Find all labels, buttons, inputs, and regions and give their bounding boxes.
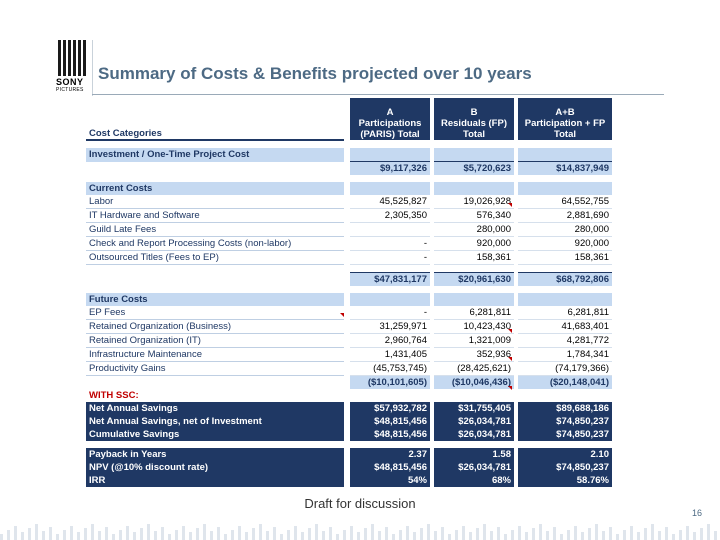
total-b: ($10,046,436) — [434, 376, 514, 390]
ssc-label: WITH SSC: — [89, 390, 139, 401]
deco-bar — [42, 531, 45, 540]
deco-bar — [714, 531, 717, 540]
total-a: $47,831,177 — [350, 273, 430, 287]
deco-bar — [658, 531, 661, 540]
deco-bar — [126, 526, 129, 540]
deco-bar — [364, 528, 367, 540]
deco-bar — [224, 534, 227, 540]
deco-bar — [462, 526, 465, 540]
deco-bar — [553, 527, 556, 540]
logo-sub: PICTURES — [56, 87, 84, 93]
deco-bar — [385, 527, 388, 540]
deco-bar — [294, 526, 297, 540]
deco-bar — [189, 532, 192, 540]
section-future-costs — [86, 293, 612, 306]
deco-bar — [168, 534, 171, 540]
section-label: Current Costs — [86, 182, 344, 195]
total-a: ($10,101,605) — [350, 376, 430, 390]
deco-bar — [161, 527, 164, 540]
deco-bar — [532, 528, 535, 540]
total-ab: $14,837,949 — [518, 162, 612, 176]
table-row: Retained Organization (IT) 2,960,764 1,321,009 4,281,772 — [86, 334, 612, 348]
deco-bar — [378, 531, 381, 540]
deco-bar — [7, 530, 10, 540]
page-title: Summary of Costs & Benefits projected over 10 years — [98, 64, 532, 83]
deco-bar — [637, 532, 640, 540]
deco-bar — [343, 530, 346, 540]
comment-marker — [340, 313, 344, 317]
deco-bar — [336, 534, 339, 540]
header-col-ab: A+B Participation + FP Total — [518, 98, 612, 140]
metric-row: IRR 54% 68% 58.76% — [86, 474, 612, 487]
deco-bar — [308, 528, 311, 540]
deco-bar — [14, 526, 17, 540]
deco-bar — [497, 527, 500, 540]
future-total-row — [86, 376, 612, 390]
deco-bar — [602, 531, 605, 540]
deco-bar — [525, 532, 528, 540]
comment-marker — [508, 386, 512, 390]
footer-note: Draft for discussion — [304, 496, 416, 511]
deco-bar — [707, 524, 710, 540]
deco-bar — [483, 524, 486, 540]
metric-row: Payback in Years 2.37 1.58 2.10 — [86, 448, 612, 461]
savings-row: Cumulative Savings $48,815,456 $26,034,781 $74,850,237 — [86, 428, 612, 441]
deco-bar — [140, 528, 143, 540]
deco-bar — [287, 530, 290, 540]
deco-bar — [280, 534, 283, 540]
deco-bar — [112, 534, 115, 540]
section-label: Investment / One-Time Project Cost — [86, 148, 344, 162]
total-ab: $68,792,806 — [518, 273, 612, 287]
investment-total-row — [86, 162, 612, 176]
deco-bar — [56, 534, 59, 540]
deco-bar — [147, 524, 150, 540]
table-row: Guild Late Fees 280,000 280,000 — [86, 223, 612, 237]
deco-bar — [322, 531, 325, 540]
deco-bar — [630, 526, 633, 540]
deco-bar — [581, 532, 584, 540]
deco-bar — [70, 526, 73, 540]
section-investment — [86, 148, 612, 162]
deco-bar — [182, 526, 185, 540]
deco-bar — [217, 527, 220, 540]
deco-bar — [231, 530, 234, 540]
deco-bar — [245, 532, 248, 540]
savings-row: Net Annual Savings $57,932,782 $31,755,405 $89,688,186 — [86, 402, 612, 415]
deco-bar — [420, 528, 423, 540]
deco-bar — [21, 532, 24, 540]
deco-bar — [644, 528, 647, 540]
deco-bar — [350, 526, 353, 540]
title-rule — [92, 94, 664, 95]
section-label: Future Costs — [86, 293, 344, 306]
logo-brand: SONY — [56, 77, 84, 87]
deco-bar — [203, 524, 206, 540]
deco-bar — [567, 530, 570, 540]
table-row: Outsourced Titles (Fees to EP) - 158,361 158,361 — [86, 251, 612, 265]
deco-bar — [469, 532, 472, 540]
deco-bar — [77, 532, 80, 540]
sony-pictures-logo — [56, 40, 90, 96]
header-col-a: A Participations (PARIS) Total — [350, 98, 430, 140]
deco-bar — [609, 527, 612, 540]
deco-bar — [259, 524, 262, 540]
deco-bar — [357, 532, 360, 540]
deco-bar — [651, 524, 654, 540]
deco-bar — [105, 527, 108, 540]
current-total-row — [86, 273, 612, 287]
deco-bar — [588, 528, 591, 540]
deco-bar — [490, 531, 493, 540]
deco-bar — [504, 534, 507, 540]
deco-bar — [133, 532, 136, 540]
deco-bar — [49, 527, 52, 540]
deco-bar — [476, 528, 479, 540]
logo-stripes — [58, 40, 88, 76]
deco-bar — [63, 530, 66, 540]
deco-bar — [238, 526, 241, 540]
deco-bar — [511, 530, 514, 540]
deco-bar — [686, 526, 689, 540]
deco-bar — [700, 528, 703, 540]
table-row: Productivity Gains (45,753,745) (28,425,621) (74,179,366) — [86, 362, 612, 376]
deco-bar — [539, 524, 542, 540]
table-row: EP Fees - 6,281,811 6,281,811 — [86, 306, 612, 320]
deco-bar — [574, 526, 577, 540]
deco-bar — [413, 532, 416, 540]
deco-bar — [518, 526, 521, 540]
deco-bar — [595, 524, 598, 540]
deco-bar — [560, 534, 563, 540]
deco-bar — [28, 528, 31, 540]
page-number: 16 — [692, 508, 703, 518]
table-row: Check and Report Processing Costs (non-labor) - 920,000 920,000 — [86, 237, 612, 251]
deco-bar — [273, 527, 276, 540]
comment-marker — [508, 357, 512, 361]
deco-bar — [546, 531, 549, 540]
deco-bar — [196, 528, 199, 540]
table-row: Infrastructure Maintenance 1,431,405 352,936 1,784,341 — [86, 348, 612, 362]
deco-bar — [0, 534, 3, 540]
comment-marker — [508, 203, 512, 207]
deco-bar — [448, 534, 451, 540]
deco-bar — [679, 530, 682, 540]
metric-row: NPV (@10% discount rate) $48,815,456 $26,034,781 $74,850,237 — [86, 461, 612, 474]
deco-bar — [455, 530, 458, 540]
deco-bar — [693, 532, 696, 540]
total-a: $9,117,326 — [350, 162, 430, 176]
deco-bar — [315, 524, 318, 540]
deco-bar — [210, 531, 213, 540]
deco-bar — [91, 524, 94, 540]
total-b: $5,720,623 — [434, 162, 514, 176]
deco-bar — [672, 534, 675, 540]
comment-marker — [508, 329, 512, 333]
deco-bar — [84, 528, 87, 540]
cost-benefit-table — [86, 98, 612, 487]
deco-bar — [427, 524, 430, 540]
deco-bar — [119, 530, 122, 540]
total-b: $20,961,630 — [434, 273, 514, 287]
deco-bar — [301, 532, 304, 540]
table-row: IT Hardware and Software 2,305,350 576,340 2,881,690 — [86, 209, 612, 223]
deco-bar — [434, 531, 437, 540]
header-row — [86, 98, 612, 140]
deco-bar — [98, 531, 101, 540]
table-row: Retained Organization (Business) 31,259,971 10,423,430 41,683,401 — [86, 320, 612, 334]
deco-bar — [252, 528, 255, 540]
footer-decoration — [0, 520, 720, 540]
deco-bar — [406, 526, 409, 540]
deco-bar — [623, 530, 626, 540]
header-cost-categories: Cost Categories — [86, 98, 344, 140]
deco-bar — [399, 530, 402, 540]
section-current-costs — [86, 182, 612, 195]
table-row: Labor 45,525,827 19,026,928 64,552,755 — [86, 195, 612, 209]
deco-bar — [329, 527, 332, 540]
header-col-b: B Residuals (FP) Total — [434, 98, 514, 140]
deco-bar — [175, 530, 178, 540]
deco-bar — [665, 527, 668, 540]
deco-bar — [371, 524, 374, 540]
title-divider — [92, 40, 93, 96]
savings-row: Net Annual Savings, net of Investment $48,815,456 $26,034,781 $74,850,237 — [86, 415, 612, 428]
deco-bar — [154, 531, 157, 540]
deco-bar — [392, 534, 395, 540]
total-ab: ($20,148,041) — [518, 376, 612, 390]
deco-bar — [35, 524, 38, 540]
deco-bar — [266, 531, 269, 540]
ssc-label-row — [86, 389, 612, 402]
deco-bar — [616, 534, 619, 540]
deco-bar — [441, 527, 444, 540]
